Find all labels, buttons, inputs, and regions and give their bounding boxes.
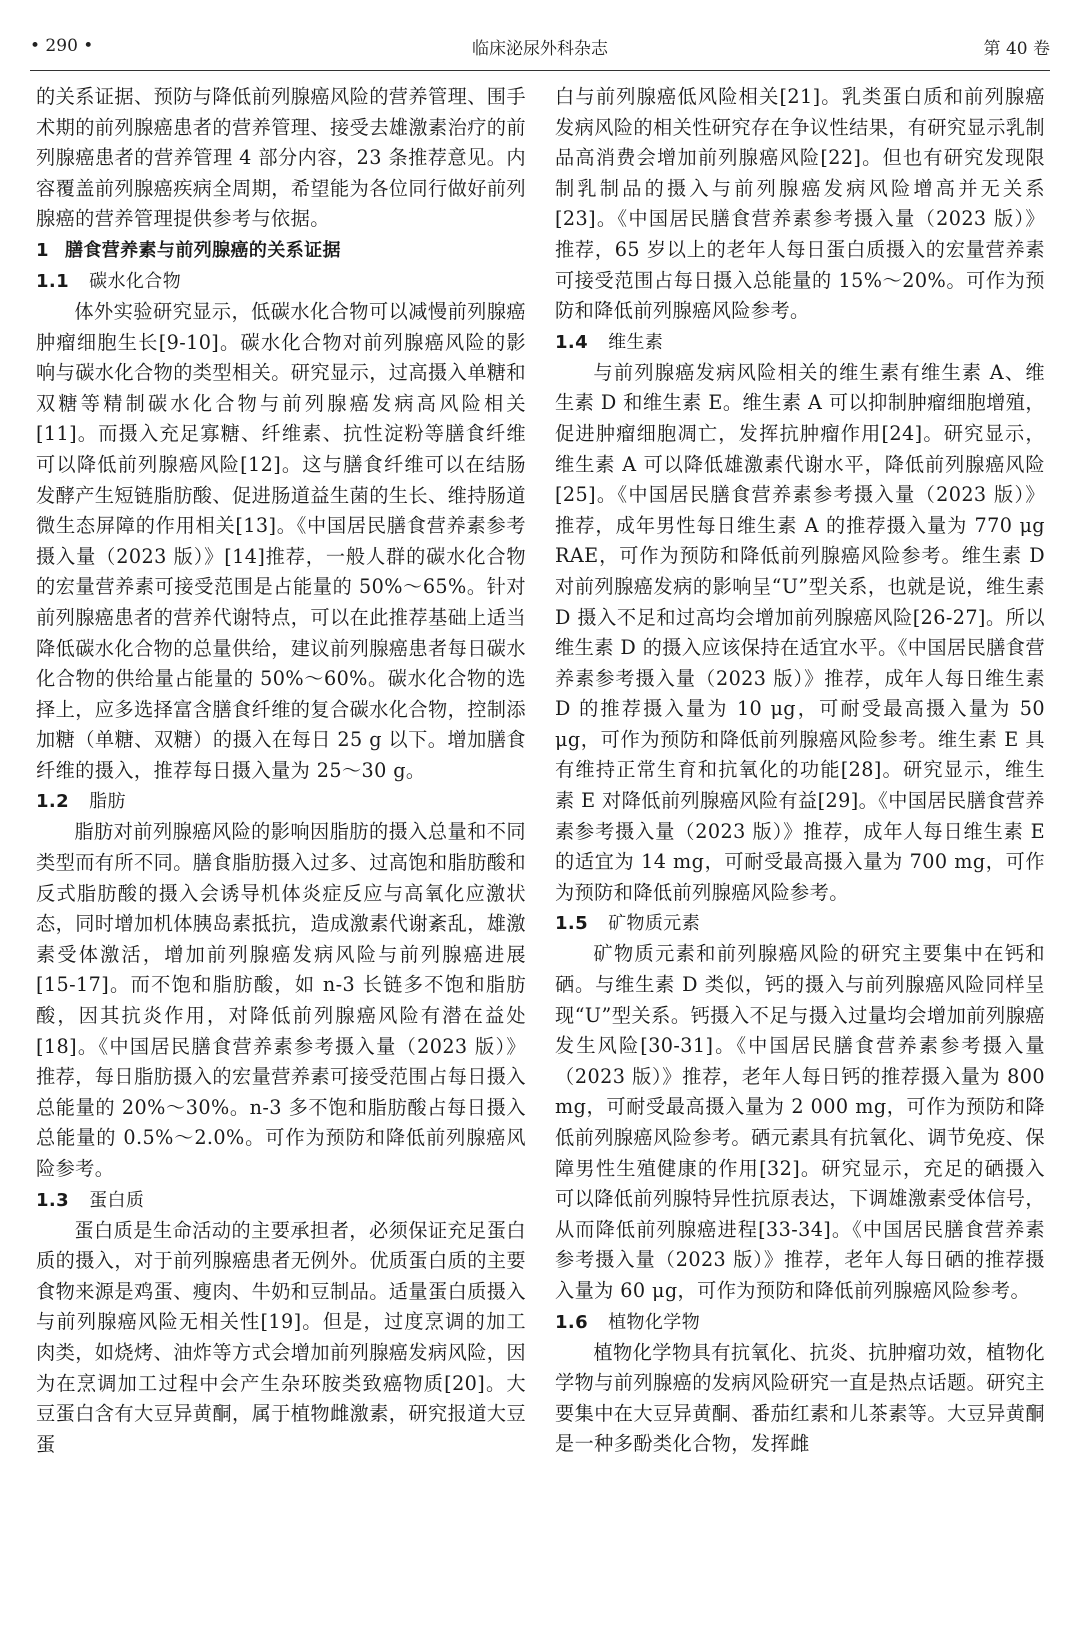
- subsection-number: 1.3: [36, 1189, 70, 1211]
- paragraph-fat: 脂肪对前列腺癌风险的影响因脂肪的摄入总量和不同类型而有所不同。膳食脂肪摄入过多、过高饱和脂肪酸和反式脂肪酸的摄入会诱导机体炎症反应与高氧化应激状态，同时增加机体胰岛素抵抗，造成激素代谢紊乱，雄激素受体激活，增加前列腺癌发病风险与前列腺癌进展[15-17]。而不饱和脂肪酸，如 n-3 长链多不饱和脂肪酸，因其抗炎作用，对降低前列腺癌风险有潜在益处[18]。《中国居民膳食营养素参考摄入量（2023 版）》推荐，每日脂肪摄入的宏量营养素可接受范围占每日摄入总能量的 20%～30%。n-3 多不饱和脂肪酸占每日摄入总能量的 0.5%～2.0%。可作为预防和降低前列腺癌风险参考。: [36, 820, 526, 1180]
- section-heading-1: [36, 235, 526, 266]
- subsection-title: 维生素: [608, 331, 664, 353]
- subsection-title: 植物化学物: [608, 1311, 701, 1333]
- subsection-heading-1-6: [555, 1307, 1045, 1338]
- subsection-number: 1.4: [555, 331, 589, 353]
- section-title: 膳食营养素与前列腺癌的关系证据: [64, 239, 341, 261]
- left-column: [36, 82, 526, 1460]
- subsection-title: 蛋白质: [89, 1189, 145, 1211]
- paragraph-protein: 蛋白质是生命活动的主要承担者，必须保证充足蛋白质的摄入，对于前列腺癌患者无例外。优质蛋白质的主要食物来源是鸡蛋、瘦肉、牛奶和豆制品。适量蛋白质摄入与前列腺癌风险无相关性[19]。但是，过度烹调的加工肉类，如烧烤、油炸等方式会增加前列腺癌发病风险，因为在烹调加工过程中会产生杂环胺类致癌物质[20]。大豆蛋白含有大豆异黄酮，属于植物雌激素，研究报道大豆蛋: [36, 1218, 526, 1456]
- subsection-number: 1.5: [555, 913, 589, 935]
- header-rule: [30, 70, 1050, 71]
- subsection-number: 1.1: [36, 270, 70, 292]
- section-number: 1: [36, 239, 49, 261]
- paragraph-minerals: 矿物质元素和前列腺癌风险的研究主要集中在钙和硒。与维生素 D 类似，钙的摄入与前列腺癌风险同样呈现“U”型关系。钙摄入不足与摄入过量均会增加前列腺癌发生风险[30-31]。《中国居民膳食营养素参考摄入量（2023 版）》推荐，老年人每日钙的推荐摄入量为 800 mg，可耐受最高摄入量为 2 000 mg，可作为预防和降低前列腺癌风险参考。硒元素具有抗氧化、调节免疫、保障男性生殖健康的作用[32]。研究显示，充足的硒摄入可以降低前列腺特异性抗原表达，下调雄激素受体信号，从而降低前列腺癌进程[33-34]。《中国居民膳食营养素参考摄入量（2023 版）》推荐，老年人每日硒的推荐摄入量为 60 μg，可作为预防和降低前列腺癌风险参考。: [555, 942, 1045, 1302]
- subsection-number: 1.6: [555, 1311, 589, 1333]
- paragraph-carbohydrate: 体外实验研究显示，低碳水化合物可以减慢前列腺癌肿瘤细胞生长[9-10]。碳水化合物对前列腺癌风险的影响与碳水化合物的类型相关。研究显示，过高摄入单糖和双糖等精制碳水化合物与前列腺癌发病高风险相关[11]。而摄入充足寡糖、纤维素、抗性淀粉等膳食纤维可以降低前列腺癌风险[12]。这与膳食纤维可以在结肠发酵产生短链脂肪酸、促进肠道益生菌的生长、维持肠道微生态屏障的作用相关[13]。《中国居民膳食营养素参考摄入量（2023 版）》[14]推荐，一般人群的碳水化合物的宏量营养素可接受范围是占能量的 50%～65%。针对前列腺癌患者的营养代谢特点，可以在此推荐基础上适当降低碳水化合物的总量供给，建议前列腺癌患者每日碳水化合物的供给量占能量的 50%～60%。碳水化合物的选择上，应多选择富含膳食纤维的复合碳水化合物，控制添加糖（单糖、双糖）的摄入在每日 25 g 以下。增加膳食纤维的摄入，推荐每日摄入量为 25～30 g。: [36, 299, 526, 782]
- subsection-heading-1-1: [36, 266, 526, 297]
- subsection-heading-1-4: [555, 327, 1045, 358]
- subsection-title: 矿物质元素: [608, 913, 701, 935]
- journal-title: 临床泌尿外科杂志: [472, 38, 608, 59]
- running-header: [30, 28, 1050, 64]
- paragraph-protein-continued: 白与前列腺癌低风险相关[21]。乳类蛋白质和前列腺癌发病风险的相关性研究存在争议性结果，有研究显示乳制品高消费会增加前列腺癌风险[22]。但也有研究发现限制乳制品的摄入与前列腺癌发病风险增高并无关系[23]。《中国居民膳食营养素参考摄入量（2023 版）》推荐，65 岁以上的老年人每日蛋白质摄入的宏量营养素可接受范围占每日摄入总能量的 15%～20%。可作为预防和降低前列腺癌风险参考。: [555, 85, 1045, 323]
- subsection-number: 1.2: [36, 791, 70, 813]
- right-column: [555, 82, 1045, 1460]
- subsection-heading-1-3: [36, 1185, 526, 1216]
- subsection-title: 碳水化合物: [89, 270, 182, 292]
- paragraph-vitamins: 与前列腺癌发病风险相关的维生素有维生素 A、维生素 D 和维生素 E。维生素 A 可以抑制肿瘤细胞增殖，促进肿瘤细胞凋亡，发挥抗肿瘤作用[24]。研究显示，维生素 A 可以降低雄激素代谢水平，降低前列腺癌风险[25]。《中国居民膳食营养素参考摄入量（2023 版）》推荐，成年男性每日维生素 A 的推荐摄入量为 770 μg RAE，可作为预防和降低前列腺癌风险参考。维生素 D 对前列腺癌发病的影响呈“U”型关系，也就是说，维生素 D 摄入不足和过高均会增加前列腺癌风险[26-27]。所以维生素 D 的摄入应该保持在适宜水平。《中国居民膳食营养素参考摄入量（2023 版）》推荐，成年人每日维生素 D 的推荐摄入量为 10 μg，可耐受最高摄入量为 50 μg，可作为预防和降低前列腺癌风险参考。维生素 E 具有维持正常生育和抗氧化的功能[28]。研究显示，维生素 E 对降低前列腺癌风险有益[29]。《中国居民膳食营养素参考摄入量（2023 版）》推荐，成年人每日维生素 E 的适宜为 14 mg，可耐受最高摄入量为 700 mg，可作为预防和降低前列腺癌风险参考。: [555, 360, 1045, 904]
- subsection-heading-1-2: [36, 786, 526, 817]
- subsection-heading-1-5: [555, 908, 1045, 939]
- page-number: • 290 •: [30, 36, 94, 56]
- paragraph-phytochemicals: 植物化学物具有抗氧化、抗炎、抗肿瘤功效，植物化学物与前列腺癌的发病风险研究一直是热点话题。研究主要集中在大豆异黄酮、番茄红素和儿茶素等。大豆异黄酮是一种多酚类化合物，发挥雌: [555, 1340, 1045, 1456]
- intro-paragraph-end: 的关系证据、预防与降低前列腺癌风险的营养管理、围手术期的前列腺癌患者的营养管理、接受去雄激素治疗的前列腺癌患者的营养管理 4 部分内容，23 条推荐意见。内容覆盖前列腺癌疾病全周期，希望能为各位同行做好前列腺癌的营养管理提供参考与依据。: [36, 85, 526, 231]
- subsection-title: 脂肪: [89, 791, 126, 813]
- volume-label: 第 40 卷: [983, 38, 1050, 59]
